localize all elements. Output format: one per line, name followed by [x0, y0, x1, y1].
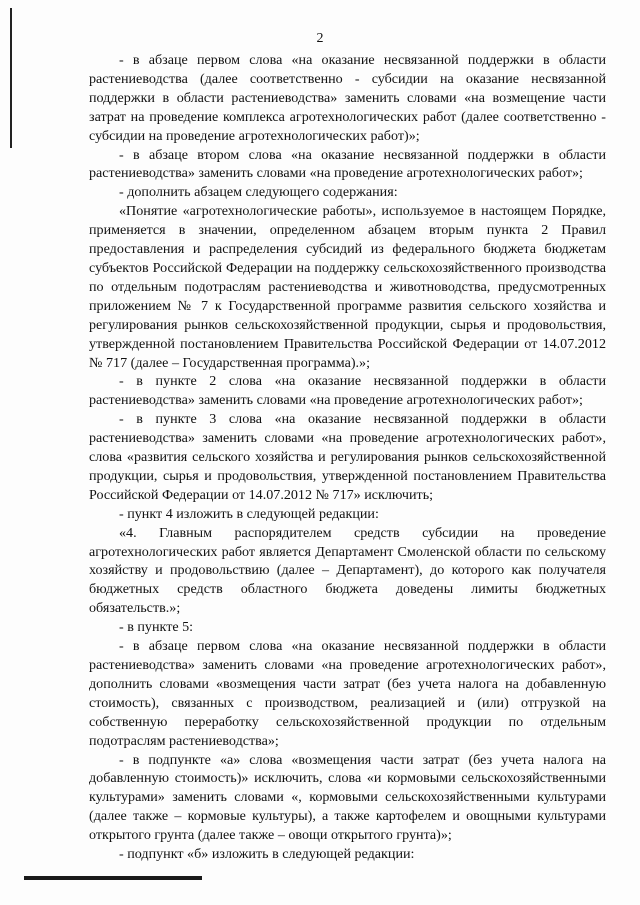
- paragraph: - в абзаце втором слова «на оказание несвязанной поддержки в области растениеводства» заменить словами «на проведение агротехнологических работ»;: [89, 146, 606, 182]
- paragraph: - в пункте 3 слова «на оказание несвязанной поддержки в области растениеводства» заменить словами «на проведение агротехнологических работ», слова «развития сельского хозяйства и регулирования рынков сельскохозяйственной продукции, сырья и продовольствия, утвержденной постановлением Правительства Российской Федерации от 14.07.2012 № 717» исключить;: [89, 411, 606, 503]
- paragraph: - в подпункте «а» слова «возмещения части затрат (без учета налога на добавленную стоимость)» исключить, слова «и кормовыми сельскохозяйственными культурами» заменить словами «, кормовыми сельскохозяйственными культурами (далее также – кормовые культуры), а также картофелем и овощными культурами открытого грунта (далее также – овощи открытого грунта)»;: [89, 751, 606, 844]
- scan-edge-mark: [10, 8, 12, 148]
- page-number: 2: [316, 31, 324, 46]
- paragraph: - подпункт «б» изложить в следующей редакции:: [119, 846, 415, 863]
- paragraph: «Понятие «агротехнологические работы», используемое в настоящем Порядке, применяется в значении, определенном абзацем вторым пункта 2 Правил предоставления и распределения субсидий из федерального бюджета бюджетам субъектов Российской Федерации на поддержку сельскохозяйственного производства по отдельным подотраслям растениеводства и животноводства, предусмотренных приложением № 7 к Государственной программе развития сельского хозяйства и регулирования рынков сельскохозяйственной продукции, сырья и продовольствия, утвержденной постановлением Правительства Российской Федерации от 14.07.2012 № 717 (далее – Государственная программа).»;: [89, 203, 606, 371]
- paragraph: - дополнить абзацем следующего содержания:: [119, 184, 398, 201]
- paragraph: - в пункте 2 слова «на оказание несвязанной поддержки в области растениеводства» заменить словами «на проведение агротехнологических работ»;: [89, 373, 606, 409]
- document-body: [89, 51, 606, 864]
- paragraph: - в абзаце первом слова «на оказание несвязанной поддержки в области растениеводства (далее соответственно - субсидии на оказание несвязанной поддержки в области растениеводства» заменить словами «на возмещение части затрат на проведение комплекса агротехнологических работ (далее соответственно - субсидии на проведение агротехнологических работ)»;: [89, 52, 606, 144]
- paragraph: - в абзаце первом слова «на оказание несвязанной поддержки в области растениеводства» заменить словами «на проведение агротехнологических работ», дополнить словами «возмещения части затрат (без учета налога на добавленную стоимость), связанных с производством, реализацией и (или) отгрузкой на собственную переработку сельскохозяйственной продукции по отдельным подотраслям растениеводства»;: [89, 638, 606, 749]
- scan-bottom-bar: [24, 876, 202, 880]
- paragraph: - в пункте 5:: [119, 619, 194, 636]
- paragraph: «4. Главным распорядителем средств субсидии на проведение агротехнологических работ является Департамент Смоленской области по сельскому хозяйству и продовольствию (далее – Департамент), до которого как получателя бюджетных средств областного бюджета доведены лимиты бюджетных обязательств.»;: [89, 524, 606, 617]
- paragraph: - пункт 4 изложить в следующей редакции:: [119, 505, 379, 522]
